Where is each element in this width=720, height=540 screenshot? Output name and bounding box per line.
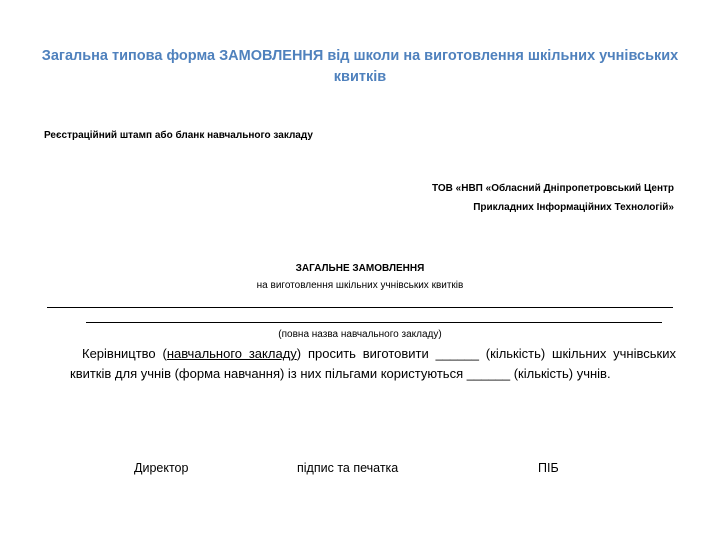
order-heading: ЗАГАЛЬНЕ ЗАМОВЛЕННЯ (295, 263, 425, 274)
sign-stamp-label: підпис та печатка (297, 461, 399, 475)
recipient-block (274, 179, 674, 217)
recipient-line-1: ТОВ «НВП «Обласний Дніпропетровський Центр (432, 183, 674, 194)
recipient-line-2: Прикладних Інформаційних Технологій» (473, 202, 674, 213)
body-part-2: ) просить виготовити ______ (кількість) шкільних учнівських квитків для учнів (форма навчання) із них пільгами користуються ______ (кількість) учнів. (70, 346, 676, 381)
order-subheading: на виготовлення шкільних учнівських квитків (256, 280, 464, 291)
institution-name-line-2 (86, 322, 662, 323)
body-part-1: Керівництво ( (82, 346, 167, 361)
director-label: Директор (134, 461, 189, 475)
name-label: ПІБ (538, 461, 559, 475)
body-underlined-institution: навчального закладу (166, 346, 297, 361)
stamp-label: Реєстраційний штамп або бланк навчального закладу (44, 130, 313, 141)
order-body-text (70, 344, 676, 383)
institution-hint: (повна назва навчального закладу) (278, 329, 442, 340)
document-title: Загальна типова форма ЗАМОВЛЕННЯ від школи на виготовлення шкільних учнівських квитків (41, 48, 679, 85)
institution-name-line (47, 307, 673, 308)
